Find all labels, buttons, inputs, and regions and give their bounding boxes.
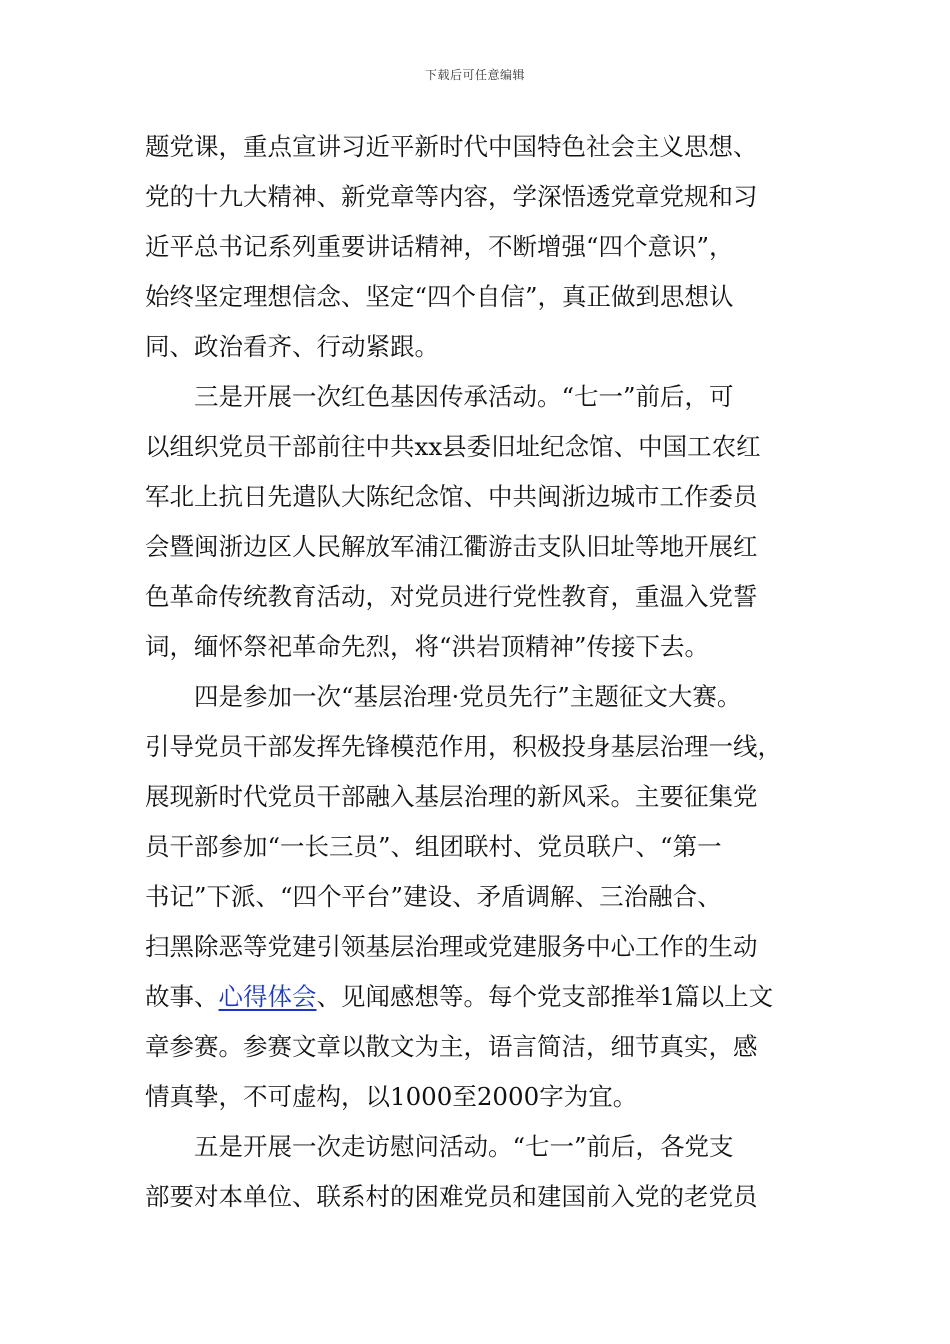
document-body <box>145 122 807 1222</box>
text-segment: 、见闻感想等。每个党支部推举1篇以上文 <box>316 982 774 1011</box>
text-line: 书记”下派、“四个平台”建设、矛盾调解、三治融合、 <box>145 882 722 911</box>
text-line: 情真挚，不可虚构，以1000至2000字为宜。 <box>145 1082 638 1111</box>
text-line: 同、政治看齐、行动紧跟。 <box>145 332 439 361</box>
text-line: 军北上抗日先遣队大陈纪念馆、中共闽浙边城市工作委员 <box>145 482 758 511</box>
text-line: 近平总书记系列重要讲话精神，不断增强“四个意识”， <box>145 232 734 261</box>
text-line: 引导党员干部发挥先锋模范作用，积极投身基层治理一线， <box>145 732 782 761</box>
text-line: 始终坚定理想信念、坚定“四个自信”，真正做到思想认 <box>145 282 734 311</box>
text-line: 员干部参加“一长三员”、组团联村、党员联户、“第一 <box>145 832 722 861</box>
text-line-with-link <box>145 972 807 1022</box>
paragraph-start-line: 五是开展一次走访慰问活动。“七一”前后，各党支 <box>194 1132 734 1161</box>
text-line: 扫黑除恶等党建引领基层治理或党建服务中心工作的生动 <box>145 932 758 961</box>
text-line: 党的十九大精神、新党章等内容，学深悟透党章党规和习 <box>145 182 758 211</box>
paragraph-start-line: 三是开展一次红色基因传承活动。“七一”前后，可 <box>194 382 734 411</box>
text-line: 章参赛。参赛文章以散文为主，语言简洁，细节真实，感 <box>145 1032 758 1061</box>
paragraph-start-line: 四是参加一次“基层治理·党员先行”主题征文大赛。 <box>194 682 742 711</box>
text-line: 部要对本单位、联系村的困难党员和建国前入党的老党员 <box>145 1182 758 1211</box>
text-line: 色革命传统教育活动，对党员进行党性教育，重温入党誓 <box>145 582 758 611</box>
text-line: 展现新时代党员干部融入基层治理的新风采。主要征集党 <box>145 782 758 811</box>
text-line: 词，缅怀祭祀革命先烈，将“洪岩顶精神”传接下去。 <box>145 632 710 661</box>
xinde-tihui-link[interactable]: 心得体会 <box>218 982 317 1011</box>
text-segment: 故事、 <box>145 982 219 1011</box>
text-line: 题党课，重点宣讲习近平新时代中国特色社会主义思想、 <box>145 132 758 161</box>
text-line: 会暨闽浙边区人民解放军浦江衢游击支队旧址等地开展红 <box>145 532 758 561</box>
text-line: 以组织党员干部前往中共xx县委旧址纪念馆、中国工农红 <box>145 432 761 461</box>
page-header: 下载后可任意编辑 <box>424 68 525 82</box>
